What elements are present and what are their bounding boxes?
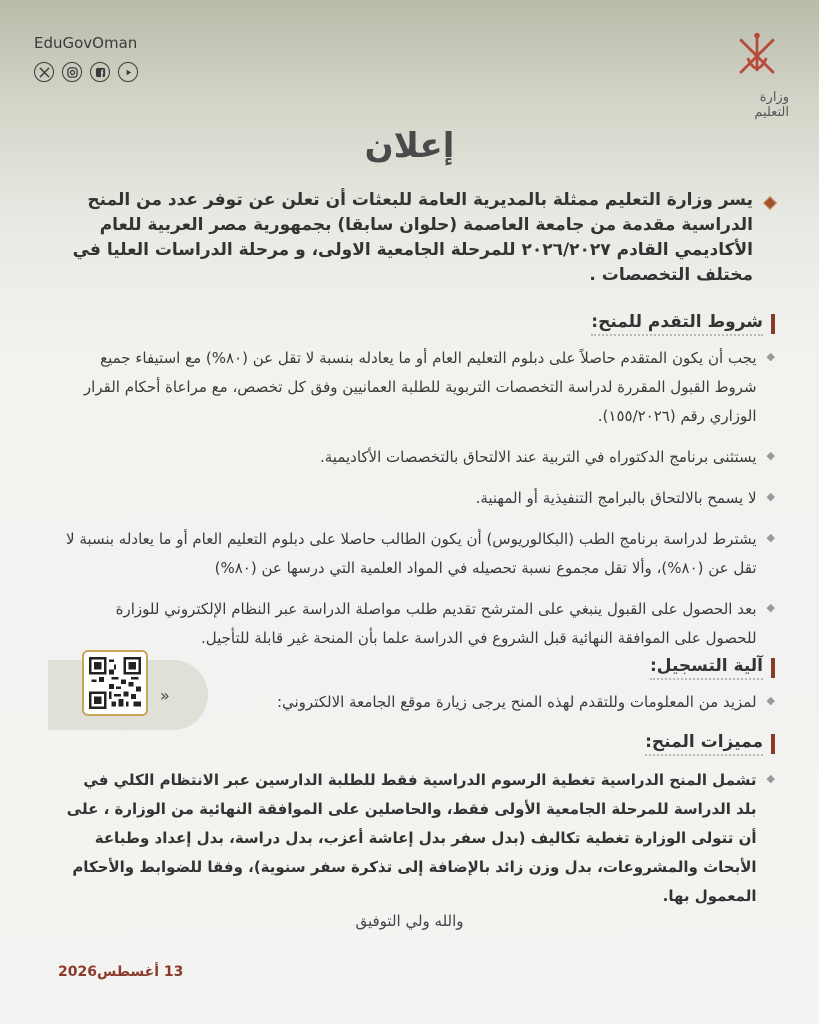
section-bar [771,734,775,754]
registration-text: لمزيد من المعلومات وللتقدم لهذه المنح يرجى زيارة موقع الجامعة الالكتروني: [276,693,757,711]
section-bar [771,314,775,334]
youtube-icon[interactable] [118,62,138,82]
qr-arrow-icon: » [160,686,170,705]
qr-code-icon [89,657,141,709]
list-item [60,443,775,472]
bullet-icon: ◆ [766,490,775,503]
oman-emblem-icon [733,30,781,86]
bullet-icon: ◆ [766,601,775,614]
page-title: إعلان [364,126,455,166]
benefits-title: مميزات المنح: [645,732,763,756]
benefits-text: تشمل المنح الدراسية تغطية الرسوم الدراسية فقط للطلبة الدارسين عبر الانتظام الكلي في بلد الدراسة للمرحلة الجامعية الأولى فقط، والحاصلين على الموافقة النهائية من الوزارة ، على أن تتولى الوزارة تغطية تكاليف (بدل سفر بدل إعاشة أعزب، بدل دراسة، بدل إعداد وطباعة الأبحاث والمشروعات، بدل وزن زائد بالإضافة إلى تذكرة سفر سنوية)، وفقا للضوابط والأحكام المعمول بها. [66,771,757,905]
list-item-text: يستثنى برنامج الدكتوراه في التربية عند الالتحاق بالتخصصات الأكاديمية. [319,448,757,466]
instagram-icon[interactable] [62,62,82,82]
list-item-text: يشترط لدراسة برنامج الطب (البكالوريوس) أن يكون الطالب حاصلا على دبلوم التعليم العام أو ما يعادله بنسبة لا تقل عن (٨٠%)، وألا تقل مجموع نسبة تحصيله في المواد العلمية التي درسها عن (٨٠%) [66,530,757,577]
registration-line [230,688,775,729]
bullet-icon: ◆ [766,694,775,707]
section-bar [771,658,775,678]
conditions-list [60,344,775,665]
benefits-block [60,766,775,923]
bullet-icon: ◆ [766,449,775,462]
x-icon[interactable] [34,62,54,82]
bullet-icon: ◆ [766,350,775,363]
list-item [60,344,775,431]
list-item-text: يجب أن يكون المتقدم حاصلاً على دبلوم التعليم العام أو ما يعادله بنسبة لا تقل عن (٨٠%) مع استيفاء جميع شروط القبول المقررة لدراسة التخصصات التربوية للطلبة العمانيين وفق كل تخصص، مع مراعاة أحكام القرار الوزاري رقم (١٥٥/٢٠٢٦). [83,349,757,425]
list-item [230,688,775,717]
list-item [60,595,775,653]
list-item-text: لا يسمح بالالتحاق بالبرامج التنفيذية أو المهنية. [475,489,757,507]
brand-name: EduGovOman [34,34,138,52]
registration-heading [650,656,775,680]
benefits-heading [645,732,775,756]
registration-title: آلية التسجيل: [650,656,763,680]
announcement-date: 13 أغسطس2026 [58,964,184,980]
qr-block [48,650,208,738]
social-links [34,62,138,82]
conditions-heading [591,312,775,336]
list-item-text: بعد الحصول على القبول ينبغي على المترشح تقديم طلب مواصلة الدراسة عبر النظام الإلكتروني للوزارة للحصول على الموافقة النهائية قبل الشروع في الدراسة علما بأن المنحة غير قابلة للتأجيل. [115,600,757,647]
intro-paragraph [60,188,775,288]
qr-code[interactable] [82,650,148,716]
list-item [60,766,775,911]
brand-block [34,34,138,82]
bullet-icon: ◆ [766,772,775,785]
intro-text: يسر وزارة التعليم ممثلة بالمديرية العامة للبعثات أن تعلن عن توفر عدد من المنح الدراسية مقدمة من جامعة العاصمة (حلوان سابقا) بجمهورية مصر العربية للعام الأكاديمي القادم ٢٠٢٦/٢٠٢٧ للمرحلة الجامعية الاولى، و مرحلة الدراسات العليا في مختلف التخصصات . [72,190,753,285]
facebook-icon[interactable] [90,62,110,82]
logo-text: وزارة التعليم [754,90,789,120]
conditions-title: شروط التقدم للمنح: [591,312,763,336]
list-item [60,484,775,513]
list-item [60,525,775,583]
diamond-bullet-icon [763,196,777,210]
ministry-logo [725,30,789,120]
bullet-icon: ◆ [766,531,775,544]
closing-text: والله ولي التوفيق [355,912,464,930]
